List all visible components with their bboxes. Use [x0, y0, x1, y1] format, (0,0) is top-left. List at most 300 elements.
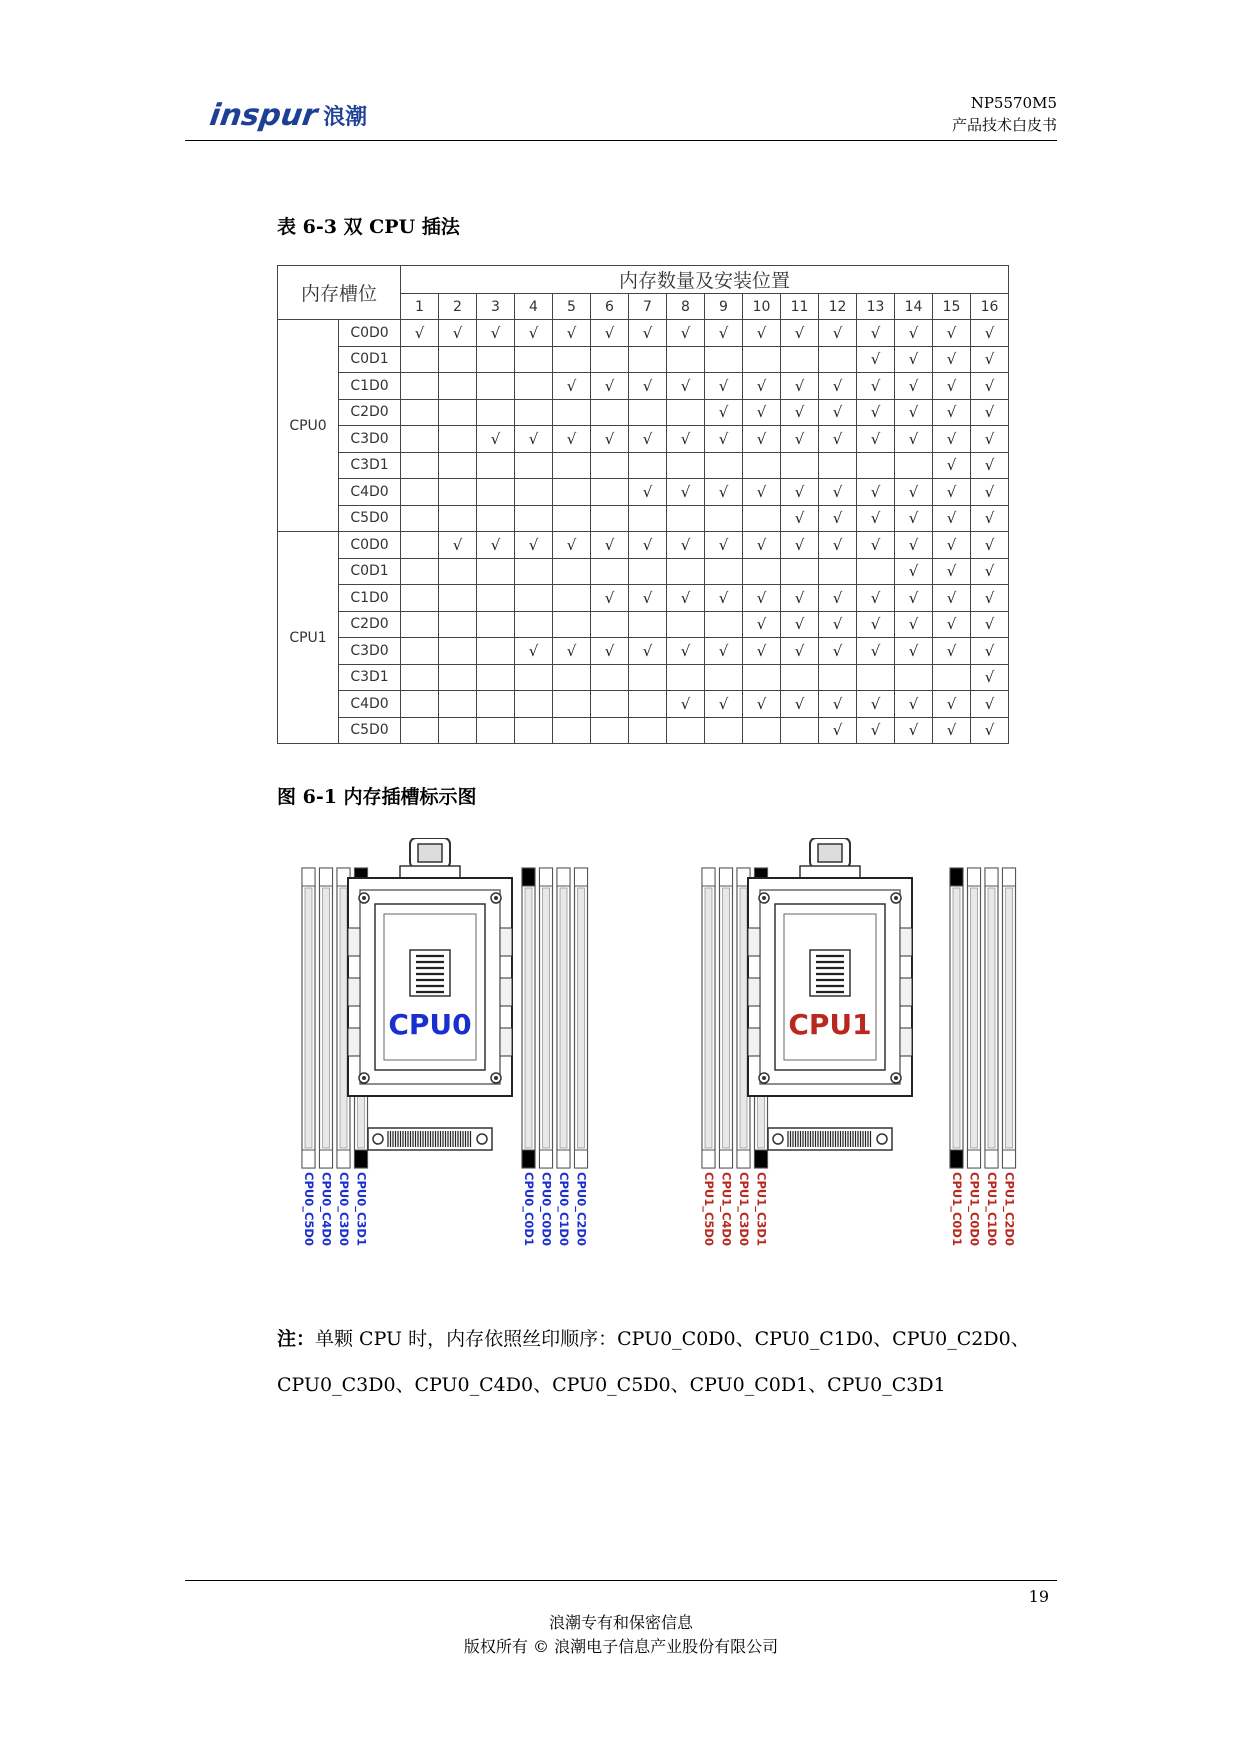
empty-cell [439, 611, 477, 638]
dimm-slot [949, 868, 964, 1246]
empty-cell [477, 479, 515, 506]
empty-cell [515, 717, 553, 744]
empty-cell [667, 664, 705, 691]
check-cell [743, 691, 781, 718]
check-cell [933, 426, 971, 453]
check-cell [515, 426, 553, 453]
check-mark: √ [566, 535, 577, 554]
check-cell [971, 664, 1009, 691]
check-cell [971, 505, 1009, 532]
count-header-12: 12 [819, 294, 857, 320]
dimm-slot-label: CPU0_C0D0 [539, 1172, 554, 1246]
check-mark: √ [642, 376, 653, 395]
check-cell [629, 479, 667, 506]
check-mark: √ [908, 721, 919, 740]
check-mark: √ [870, 482, 881, 501]
empty-cell [553, 346, 591, 373]
dimm-slot-label: CPU0_C4D0 [319, 1172, 334, 1246]
empty-cell [895, 452, 933, 479]
table-row [278, 638, 1009, 665]
check-mark: √ [490, 323, 501, 342]
check-cell [857, 505, 895, 532]
count-header-16: 16 [971, 294, 1009, 320]
empty-cell [591, 664, 629, 691]
confidential-notice: 浪潮专有和保密信息 [548, 1613, 693, 1632]
check-mark: √ [832, 482, 843, 501]
empty-cell [401, 638, 439, 665]
check-mark: √ [794, 509, 805, 528]
check-mark: √ [870, 323, 881, 342]
count-header-14: 14 [895, 294, 933, 320]
empty-cell [401, 585, 439, 612]
check-cell [933, 320, 971, 347]
check-mark: √ [452, 535, 463, 554]
slot-label: C2D0 [339, 399, 401, 426]
check-cell [895, 373, 933, 400]
empty-cell [705, 452, 743, 479]
dimm-slot [1002, 868, 1017, 1246]
check-cell [705, 532, 743, 559]
cpu-socket-label: CPU0 [388, 1008, 472, 1041]
check-cell [819, 585, 857, 612]
empty-cell [553, 717, 591, 744]
check-cell [477, 426, 515, 453]
check-mark: √ [908, 535, 919, 554]
dimm-slot-label: CPU0_C3D1 [354, 1172, 369, 1246]
power-connector [768, 1128, 892, 1150]
check-mark: √ [832, 403, 843, 422]
product-model: NP5570M5 [970, 94, 1057, 112]
check-mark: √ [832, 376, 843, 395]
empty-cell [553, 558, 591, 585]
check-mark: √ [794, 535, 805, 554]
dimm-slot [967, 868, 982, 1246]
check-mark: √ [908, 429, 919, 448]
empty-cell [515, 585, 553, 612]
check-mark: √ [604, 429, 615, 448]
check-mark: √ [452, 323, 463, 342]
cpu0-socket [348, 838, 512, 1150]
check-cell [933, 479, 971, 506]
check-mark: √ [680, 535, 691, 554]
footer-text [185, 1611, 1057, 1659]
check-mark: √ [832, 641, 843, 660]
empty-cell [553, 479, 591, 506]
empty-cell [477, 638, 515, 665]
check-cell [857, 399, 895, 426]
empty-cell [401, 664, 439, 691]
empty-cell [667, 717, 705, 744]
check-cell [819, 532, 857, 559]
check-mark: √ [984, 403, 995, 422]
empty-cell [667, 558, 705, 585]
table-row [278, 717, 1009, 744]
empty-cell [477, 611, 515, 638]
empty-cell [439, 373, 477, 400]
check-mark: √ [832, 721, 843, 740]
check-cell [477, 320, 515, 347]
empty-cell [591, 452, 629, 479]
check-cell [895, 717, 933, 744]
check-cell [553, 532, 591, 559]
check-cell [971, 691, 1009, 718]
check-mark: √ [946, 535, 957, 554]
check-mark: √ [680, 482, 691, 501]
cpu-socket-label: CPU1 [788, 1008, 872, 1041]
check-cell [781, 399, 819, 426]
header-memory-slot: 内存槽位 [278, 266, 401, 320]
memory-slot-diagram [298, 838, 1028, 1293]
check-mark: √ [984, 535, 995, 554]
cpu-group-label: CPU0 [278, 320, 339, 532]
check-cell [553, 320, 591, 347]
check-cell [857, 611, 895, 638]
check-mark: √ [756, 482, 767, 501]
empty-cell [515, 558, 553, 585]
check-cell [971, 452, 1009, 479]
slot-label: C1D0 [339, 373, 401, 400]
slot-label: C0D0 [339, 320, 401, 347]
dimm-slot-label: CPU1_C0D1 [950, 1172, 964, 1246]
empty-cell [705, 664, 743, 691]
check-cell [857, 717, 895, 744]
document-title: 产品技术白皮书 [951, 116, 1057, 134]
check-mark: √ [984, 376, 995, 395]
empty-cell [933, 664, 971, 691]
check-mark: √ [870, 615, 881, 634]
empty-cell [819, 664, 857, 691]
check-cell [933, 691, 971, 718]
check-cell [819, 399, 857, 426]
check-cell [933, 346, 971, 373]
check-cell [781, 426, 819, 453]
slot-label: C5D0 [339, 717, 401, 744]
count-header-10: 10 [743, 294, 781, 320]
empty-cell [629, 505, 667, 532]
header-memory-count: 内存数量及安装位置 [401, 266, 1009, 294]
check-mark: √ [604, 535, 615, 554]
check-mark: √ [490, 429, 501, 448]
check-cell [895, 638, 933, 665]
check-mark: √ [528, 641, 539, 660]
check-mark: √ [908, 641, 919, 660]
check-cell [781, 611, 819, 638]
check-mark: √ [756, 615, 767, 634]
check-mark: √ [604, 588, 615, 607]
dimm-slot [574, 868, 589, 1246]
count-header-15: 15 [933, 294, 971, 320]
check-cell [895, 426, 933, 453]
note-label: 注： [277, 1328, 316, 1350]
check-mark: √ [946, 429, 957, 448]
check-mark: √ [642, 588, 653, 607]
check-cell [629, 426, 667, 453]
empty-cell [743, 558, 781, 585]
dimm-slot [984, 868, 999, 1246]
empty-cell [515, 611, 553, 638]
check-cell [705, 320, 743, 347]
check-cell [895, 532, 933, 559]
check-mark: √ [414, 323, 425, 342]
check-mark: √ [794, 482, 805, 501]
check-mark: √ [946, 350, 957, 369]
check-mark: √ [604, 323, 615, 342]
check-mark: √ [984, 509, 995, 528]
check-cell [705, 585, 743, 612]
count-header-7: 7 [629, 294, 667, 320]
check-cell [705, 373, 743, 400]
empty-cell [477, 717, 515, 744]
check-mark: √ [756, 694, 767, 713]
check-mark: √ [718, 376, 729, 395]
check-mark: √ [832, 535, 843, 554]
check-cell [667, 638, 705, 665]
check-cell [971, 373, 1009, 400]
check-cell [781, 505, 819, 532]
check-mark: √ [566, 641, 577, 660]
check-cell [933, 585, 971, 612]
cpu1-socket [748, 838, 912, 1150]
cpu1-right-dimm-bank [949, 868, 1017, 1246]
empty-cell [401, 505, 439, 532]
check-mark: √ [832, 588, 843, 607]
check-mark: √ [984, 721, 995, 740]
check-cell [781, 532, 819, 559]
check-cell [857, 585, 895, 612]
check-cell [629, 373, 667, 400]
check-mark: √ [794, 376, 805, 395]
inspur-logo [207, 98, 368, 133]
check-cell [819, 373, 857, 400]
note-text: 单颗 CPU 时，内存依照丝印顺序：CPU0_C0D0、CPU0_C1D0、CPU0_C2D0、CPU0_C3D0、CPU0_C4D0、CPU0_C5D0、CPU0_C0D1、CPU0_C3D1 [277, 1328, 1030, 1396]
logo-wordmark: inspur [207, 98, 320, 133]
table-row [278, 505, 1009, 532]
empty-cell [667, 346, 705, 373]
check-cell [819, 611, 857, 638]
check-cell [439, 320, 477, 347]
check-mark: √ [680, 641, 691, 660]
check-cell [781, 373, 819, 400]
check-mark: √ [870, 535, 881, 554]
slot-label: C0D1 [339, 558, 401, 585]
check-cell [743, 479, 781, 506]
empty-cell [629, 346, 667, 373]
check-cell [743, 426, 781, 453]
empty-cell [857, 452, 895, 479]
check-cell [743, 638, 781, 665]
check-mark: √ [908, 350, 919, 369]
check-cell [553, 373, 591, 400]
check-mark: √ [908, 562, 919, 581]
check-cell [705, 479, 743, 506]
check-mark: √ [908, 403, 919, 422]
check-mark: √ [528, 429, 539, 448]
check-mark: √ [946, 694, 957, 713]
check-mark: √ [718, 588, 729, 607]
check-mark: √ [832, 323, 843, 342]
check-cell [591, 426, 629, 453]
figure-caption: 图 6-1 内存插槽标示图 [277, 786, 477, 808]
dimm-slot-label: CPU1_C1D0 [985, 1172, 999, 1246]
slot-label: C0D0 [339, 532, 401, 559]
check-mark: √ [946, 641, 957, 660]
empty-cell [515, 691, 553, 718]
cpu0-right-dimm-bank [521, 868, 589, 1246]
check-cell [743, 399, 781, 426]
logo-chinese: 浪潮 [323, 105, 368, 130]
count-header-11: 11 [781, 294, 819, 320]
empty-cell [477, 452, 515, 479]
check-mark: √ [794, 615, 805, 634]
empty-cell [553, 452, 591, 479]
check-mark: √ [528, 535, 539, 554]
table-row [278, 320, 1009, 347]
check-mark: √ [718, 535, 729, 554]
empty-cell [401, 611, 439, 638]
check-mark: √ [870, 588, 881, 607]
check-mark: √ [794, 694, 805, 713]
check-cell [857, 426, 895, 453]
check-mark: √ [984, 694, 995, 713]
dimm-slot-label: CPU1_C4D0 [719, 1172, 734, 1246]
empty-cell [401, 399, 439, 426]
check-cell [781, 585, 819, 612]
count-header-6: 6 [591, 294, 629, 320]
check-cell [819, 638, 857, 665]
check-cell [591, 585, 629, 612]
empty-cell [743, 346, 781, 373]
check-mark: √ [946, 323, 957, 342]
check-cell [629, 585, 667, 612]
check-mark: √ [566, 376, 577, 395]
count-header-3: 3 [477, 294, 515, 320]
empty-cell [781, 717, 819, 744]
empty-cell [439, 585, 477, 612]
check-mark: √ [528, 323, 539, 342]
empty-cell [439, 505, 477, 532]
check-mark: √ [566, 323, 577, 342]
check-mark: √ [984, 615, 995, 634]
empty-cell [477, 664, 515, 691]
check-mark: √ [718, 403, 729, 422]
check-cell [971, 320, 1009, 347]
check-cell [515, 638, 553, 665]
empty-cell [515, 505, 553, 532]
check-cell [895, 691, 933, 718]
check-mark: √ [794, 641, 805, 660]
empty-cell [401, 426, 439, 453]
check-cell [781, 638, 819, 665]
dimm-slot-label: CPU0_C5D0 [302, 1172, 316, 1246]
check-mark: √ [870, 721, 881, 740]
slot-label: C4D0 [339, 691, 401, 718]
page-header [185, 84, 1057, 141]
empty-cell [477, 505, 515, 532]
check-cell [857, 638, 895, 665]
check-mark: √ [908, 588, 919, 607]
check-mark: √ [642, 535, 653, 554]
check-cell [895, 320, 933, 347]
check-mark: √ [642, 323, 653, 342]
check-cell [515, 532, 553, 559]
count-header-13: 13 [857, 294, 895, 320]
empty-cell [439, 558, 477, 585]
check-cell [819, 320, 857, 347]
check-mark: √ [946, 562, 957, 581]
empty-cell [895, 664, 933, 691]
check-mark: √ [832, 694, 843, 713]
empty-cell [781, 346, 819, 373]
check-cell [971, 558, 1009, 585]
check-cell [857, 691, 895, 718]
check-mark: √ [566, 429, 577, 448]
check-mark: √ [718, 694, 729, 713]
check-cell [667, 585, 705, 612]
check-cell [401, 320, 439, 347]
check-cell [857, 479, 895, 506]
check-mark: √ [908, 376, 919, 395]
empty-cell [629, 611, 667, 638]
empty-cell [591, 611, 629, 638]
slot-label: C3D1 [339, 452, 401, 479]
count-header-1: 1 [401, 294, 439, 320]
count-header-2: 2 [439, 294, 477, 320]
check-mark: √ [984, 350, 995, 369]
check-mark: √ [756, 535, 767, 554]
empty-cell [439, 346, 477, 373]
check-mark: √ [680, 429, 691, 448]
check-cell [819, 479, 857, 506]
check-cell [857, 346, 895, 373]
check-cell [667, 532, 705, 559]
slot-label: C4D0 [339, 479, 401, 506]
header-doc-info [952, 92, 1057, 136]
check-mark: √ [794, 429, 805, 448]
check-cell [591, 320, 629, 347]
check-cell [477, 532, 515, 559]
empty-cell [515, 664, 553, 691]
check-cell [743, 532, 781, 559]
empty-cell [439, 638, 477, 665]
check-mark: √ [718, 482, 729, 501]
check-mark: √ [870, 376, 881, 395]
check-cell [933, 638, 971, 665]
check-cell [439, 532, 477, 559]
empty-cell [743, 505, 781, 532]
empty-cell [553, 585, 591, 612]
slot-label: C1D0 [339, 585, 401, 612]
check-mark: √ [870, 509, 881, 528]
dimm-slot [556, 868, 571, 1246]
dimm-slot-label: CPU1_C0D0 [967, 1172, 982, 1246]
check-cell [667, 320, 705, 347]
empty-cell [629, 691, 667, 718]
table-row [278, 452, 1009, 479]
cpu-group-label: CPU1 [278, 532, 339, 744]
check-mark: √ [718, 429, 729, 448]
check-mark: √ [984, 668, 995, 687]
empty-cell [401, 479, 439, 506]
copyright-notice: 版权所有 © 浪潮电子信息产业股份有限公司 [463, 1637, 779, 1656]
check-cell [895, 399, 933, 426]
dimm-slot [701, 868, 716, 1246]
check-mark: √ [984, 641, 995, 660]
check-mark: √ [680, 376, 691, 395]
check-cell [781, 479, 819, 506]
dimm-slot [301, 868, 316, 1246]
check-cell [667, 691, 705, 718]
slot-label: C0D1 [339, 346, 401, 373]
